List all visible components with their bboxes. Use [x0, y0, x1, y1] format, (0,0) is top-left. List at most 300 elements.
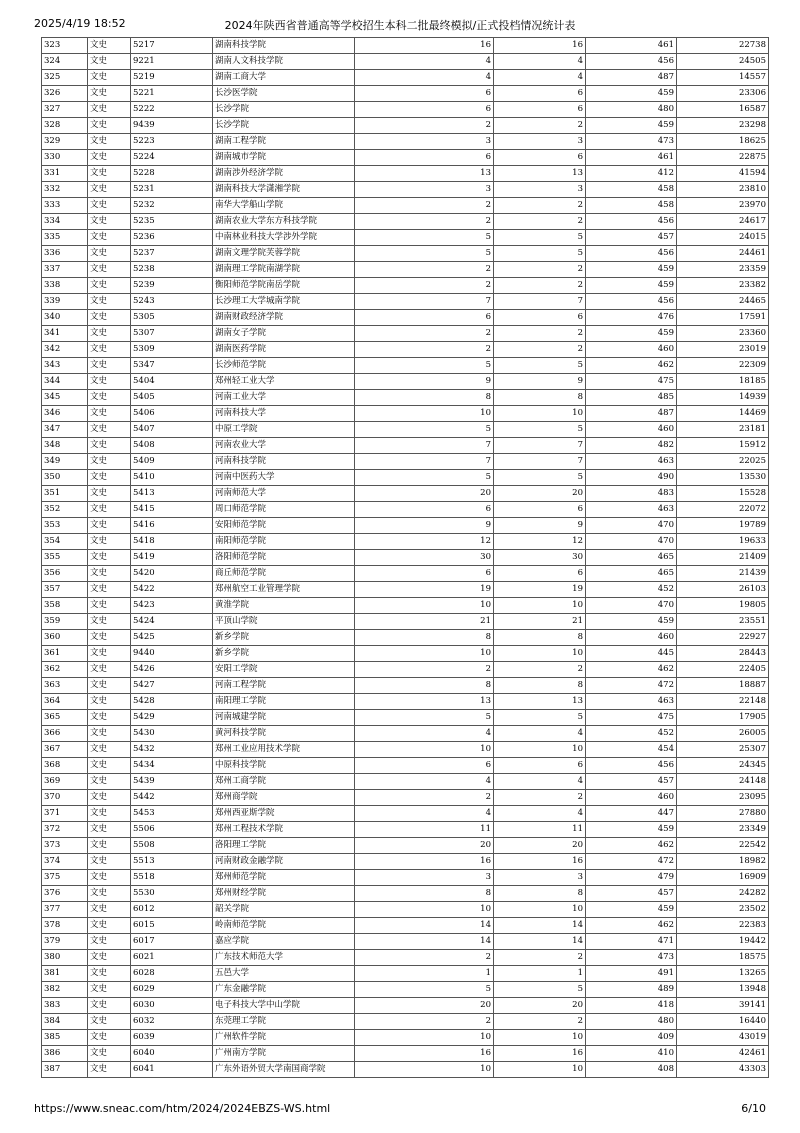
category-cell: 文史 [88, 726, 131, 742]
table-row [42, 150, 769, 166]
min-score-cell: 456 [586, 214, 677, 230]
min-rank-cell: 22875 [677, 150, 769, 166]
school-name-cell: 广州南方学院 [213, 1046, 355, 1062]
category-cell: 文史 [88, 1014, 131, 1030]
seq-cell: 348 [42, 438, 88, 454]
school-name-cell: 河南科技大学 [213, 406, 355, 422]
table-row [42, 182, 769, 198]
min-score-cell: 459 [586, 86, 677, 102]
school-name-cell: 河南城建学院 [213, 710, 355, 726]
min-rank-cell: 23181 [677, 422, 769, 438]
table-row [42, 870, 769, 886]
school-code-cell: 5418 [131, 534, 213, 550]
plan-count-cell: 7 [355, 454, 494, 470]
category-cell: 文史 [88, 134, 131, 150]
min-rank-cell: 14469 [677, 406, 769, 422]
plan-count-cell: 10 [355, 902, 494, 918]
school-code-cell: 6012 [131, 902, 213, 918]
admitted-count-cell: 8 [494, 390, 586, 406]
school-code-cell: 6015 [131, 918, 213, 934]
category-cell: 文史 [88, 246, 131, 262]
plan-count-cell: 1 [355, 966, 494, 982]
table-row [42, 406, 769, 422]
table-row [42, 742, 769, 758]
plan-count-cell: 5 [355, 358, 494, 374]
school-name-cell: 湖南科技大学潇湘学院 [213, 182, 355, 198]
admitted-count-cell: 6 [494, 566, 586, 582]
admitted-count-cell: 10 [494, 646, 586, 662]
school-name-cell: 湖南工程学院 [213, 134, 355, 150]
school-code-cell: 5232 [131, 198, 213, 214]
min-rank-cell: 26005 [677, 726, 769, 742]
min-rank-cell: 21409 [677, 550, 769, 566]
min-rank-cell: 18575 [677, 950, 769, 966]
admitted-count-cell: 5 [494, 422, 586, 438]
admitted-count-cell: 1 [494, 966, 586, 982]
admitted-count-cell: 20 [494, 998, 586, 1014]
plan-count-cell: 5 [355, 246, 494, 262]
category-cell: 文史 [88, 86, 131, 102]
admitted-count-cell: 11 [494, 822, 586, 838]
min-score-cell: 459 [586, 822, 677, 838]
min-rank-cell: 19633 [677, 534, 769, 550]
seq-cell: 373 [42, 838, 88, 854]
school-code-cell: 5427 [131, 678, 213, 694]
admitted-count-cell: 2 [494, 662, 586, 678]
school-code-cell: 5453 [131, 806, 213, 822]
school-code-cell: 5405 [131, 390, 213, 406]
plan-count-cell: 2 [355, 342, 494, 358]
table-row [42, 566, 769, 582]
school-name-cell: 湖南文理学院芙蓉学院 [213, 246, 355, 262]
school-code-cell: 5224 [131, 150, 213, 166]
school-name-cell: 长沙医学院 [213, 86, 355, 102]
category-cell: 文史 [88, 630, 131, 646]
plan-count-cell: 2 [355, 198, 494, 214]
plan-count-cell: 30 [355, 550, 494, 566]
school-code-cell: 5429 [131, 710, 213, 726]
plan-count-cell: 8 [355, 678, 494, 694]
min-rank-cell: 24617 [677, 214, 769, 230]
school-name-cell: 郑州航空工业管理学院 [213, 582, 355, 598]
category-cell: 文史 [88, 678, 131, 694]
min-rank-cell: 18185 [677, 374, 769, 390]
school-name-cell: 长沙学院 [213, 118, 355, 134]
category-cell: 文史 [88, 566, 131, 582]
min-score-cell: 459 [586, 118, 677, 134]
category-cell: 文史 [88, 102, 131, 118]
seq-cell: 351 [42, 486, 88, 502]
school-name-cell: 电子科技大学中山学院 [213, 998, 355, 1014]
admitted-count-cell: 13 [494, 694, 586, 710]
seq-cell: 331 [42, 166, 88, 182]
admitted-count-cell: 7 [494, 294, 586, 310]
category-cell: 文史 [88, 390, 131, 406]
category-cell: 文史 [88, 710, 131, 726]
school-name-cell: 韶关学院 [213, 902, 355, 918]
min-score-cell: 470 [586, 518, 677, 534]
min-rank-cell: 18982 [677, 854, 769, 870]
category-cell: 文史 [88, 438, 131, 454]
seq-cell: 354 [42, 534, 88, 550]
school-code-cell: 5236 [131, 230, 213, 246]
school-code-cell: 6028 [131, 966, 213, 982]
table-row [42, 806, 769, 822]
school-code-cell: 5426 [131, 662, 213, 678]
min-score-cell: 459 [586, 902, 677, 918]
source-url[interactable]: https://www.sneac.com/htm/2024/2024EBZS-WS.html [34, 1102, 331, 1115]
seq-cell: 367 [42, 742, 88, 758]
min-rank-cell: 24345 [677, 758, 769, 774]
school-code-cell: 5219 [131, 70, 213, 86]
min-rank-cell: 24465 [677, 294, 769, 310]
plan-count-cell: 2 [355, 262, 494, 278]
school-name-cell: 安阳工学院 [213, 662, 355, 678]
page-title: 2024年陕西省普通高等学校招生本科二批最终模拟/正式投档情况统计表 [224, 19, 576, 32]
plan-count-cell: 2 [355, 214, 494, 230]
seq-cell: 333 [42, 198, 88, 214]
plan-count-cell: 10 [355, 742, 494, 758]
school-name-cell: 郑州工程技术学院 [213, 822, 355, 838]
table-row [42, 502, 769, 518]
school-name-cell: 河南中医药大学 [213, 470, 355, 486]
plan-count-cell: 6 [355, 102, 494, 118]
table-row [42, 614, 769, 630]
school-code-cell: 6030 [131, 998, 213, 1014]
category-cell: 文史 [88, 326, 131, 342]
seq-cell: 360 [42, 630, 88, 646]
seq-cell: 342 [42, 342, 88, 358]
table-row [42, 118, 769, 134]
school-code-cell: 5413 [131, 486, 213, 502]
plan-count-cell: 5 [355, 422, 494, 438]
school-code-cell: 5408 [131, 438, 213, 454]
seq-cell: 326 [42, 86, 88, 102]
table-row [42, 726, 769, 742]
admitted-count-cell: 4 [494, 726, 586, 742]
min-score-cell: 459 [586, 262, 677, 278]
school-code-cell: 6029 [131, 982, 213, 998]
school-code-cell: 5423 [131, 598, 213, 614]
admitted-count-cell: 5 [494, 230, 586, 246]
admitted-count-cell: 6 [494, 102, 586, 118]
school-code-cell: 5217 [131, 38, 213, 54]
page-header [0, 0, 800, 36]
school-name-cell: 新乡学院 [213, 646, 355, 662]
admitted-count-cell: 6 [494, 150, 586, 166]
school-code-cell: 5406 [131, 406, 213, 422]
admitted-count-cell: 16 [494, 1046, 586, 1062]
plan-count-cell: 8 [355, 886, 494, 902]
table-row [42, 710, 769, 726]
min-score-cell: 456 [586, 246, 677, 262]
min-score-cell: 483 [586, 486, 677, 502]
min-rank-cell: 21439 [677, 566, 769, 582]
table-row [42, 582, 769, 598]
school-name-cell: 洛阳师范学院 [213, 550, 355, 566]
school-code-cell: 5430 [131, 726, 213, 742]
admitted-count-cell: 6 [494, 502, 586, 518]
seq-cell: 344 [42, 374, 88, 390]
min-score-cell: 463 [586, 694, 677, 710]
min-rank-cell: 22738 [677, 38, 769, 54]
min-score-cell: 490 [586, 470, 677, 486]
school-code-cell: 5410 [131, 470, 213, 486]
school-code-cell: 5442 [131, 790, 213, 806]
category-cell: 文史 [88, 342, 131, 358]
min-rank-cell: 23019 [677, 342, 769, 358]
table-row [42, 54, 769, 70]
min-rank-cell: 16909 [677, 870, 769, 886]
school-name-cell: 嘉应学院 [213, 934, 355, 950]
min-score-cell: 460 [586, 342, 677, 358]
table-row [42, 214, 769, 230]
school-name-cell: 长沙学院 [213, 102, 355, 118]
seq-cell: 383 [42, 998, 88, 1014]
category-cell: 文史 [88, 982, 131, 998]
table-row [42, 822, 769, 838]
min-rank-cell: 24148 [677, 774, 769, 790]
seq-cell: 324 [42, 54, 88, 70]
plan-count-cell: 3 [355, 134, 494, 150]
min-score-cell: 476 [586, 310, 677, 326]
plan-count-cell: 4 [355, 774, 494, 790]
plan-count-cell: 3 [355, 182, 494, 198]
school-name-cell: 新乡学院 [213, 630, 355, 646]
table-row [42, 966, 769, 982]
table-row [42, 1030, 769, 1046]
min-rank-cell: 14557 [677, 70, 769, 86]
min-rank-cell: 39141 [677, 998, 769, 1014]
min-score-cell: 456 [586, 758, 677, 774]
min-score-cell: 457 [586, 774, 677, 790]
school-name-cell: 郑州财经学院 [213, 886, 355, 902]
category-cell: 文史 [88, 198, 131, 214]
table-row [42, 694, 769, 710]
category-cell: 文史 [88, 822, 131, 838]
min-rank-cell: 23298 [677, 118, 769, 134]
category-cell: 文史 [88, 278, 131, 294]
seq-cell: 343 [42, 358, 88, 374]
school-name-cell: 南华大学船山学院 [213, 198, 355, 214]
min-rank-cell: 14939 [677, 390, 769, 406]
plan-count-cell: 10 [355, 406, 494, 422]
min-score-cell: 470 [586, 534, 677, 550]
admitted-count-cell: 3 [494, 182, 586, 198]
category-cell: 文史 [88, 662, 131, 678]
school-name-cell: 湖南科技学院 [213, 38, 355, 54]
admitted-count-cell: 21 [494, 614, 586, 630]
plan-count-cell: 16 [355, 1046, 494, 1062]
table-row [42, 630, 769, 646]
category-cell: 文史 [88, 230, 131, 246]
plan-count-cell: 7 [355, 438, 494, 454]
school-name-cell: 中原科技学院 [213, 758, 355, 774]
school-name-cell: 南阳师范学院 [213, 534, 355, 550]
school-name-cell: 郑州工业应用技术学院 [213, 742, 355, 758]
min-rank-cell: 24461 [677, 246, 769, 262]
admitted-count-cell: 14 [494, 934, 586, 950]
plan-count-cell: 3 [355, 870, 494, 886]
school-name-cell: 中南林业科技大学涉外学院 [213, 230, 355, 246]
min-rank-cell: 17591 [677, 310, 769, 326]
category-cell: 文史 [88, 886, 131, 902]
category-cell: 文史 [88, 870, 131, 886]
min-rank-cell: 19789 [677, 518, 769, 534]
table-row [42, 1046, 769, 1062]
table-row [42, 454, 769, 470]
school-name-cell: 五邑大学 [213, 966, 355, 982]
min-score-cell: 458 [586, 198, 677, 214]
school-code-cell: 5428 [131, 694, 213, 710]
plan-count-cell: 2 [355, 118, 494, 134]
min-score-cell: 461 [586, 38, 677, 54]
plan-count-cell: 6 [355, 758, 494, 774]
category-cell: 文史 [88, 150, 131, 166]
school-code-cell: 5506 [131, 822, 213, 838]
school-code-cell: 5231 [131, 182, 213, 198]
min-rank-cell: 13948 [677, 982, 769, 998]
school-code-cell: 6017 [131, 934, 213, 950]
school-code-cell: 9440 [131, 646, 213, 662]
min-score-cell: 412 [586, 166, 677, 182]
school-name-cell: 湖南涉外经济学院 [213, 166, 355, 182]
min-score-cell: 456 [586, 294, 677, 310]
school-name-cell: 黄河科技学院 [213, 726, 355, 742]
min-rank-cell: 16440 [677, 1014, 769, 1030]
category-cell: 文史 [88, 934, 131, 950]
seq-cell: 376 [42, 886, 88, 902]
school-code-cell: 6021 [131, 950, 213, 966]
school-name-cell: 广州软件学院 [213, 1030, 355, 1046]
admission-table [41, 37, 769, 1078]
min-score-cell: 452 [586, 582, 677, 598]
plan-count-cell: 12 [355, 534, 494, 550]
admitted-count-cell: 10 [494, 1030, 586, 1046]
school-name-cell: 南阳理工学院 [213, 694, 355, 710]
seq-cell: 380 [42, 950, 88, 966]
min-rank-cell: 19442 [677, 934, 769, 950]
table-row [42, 934, 769, 950]
table-row [42, 886, 769, 902]
school-code-cell: 5415 [131, 502, 213, 518]
plan-count-cell: 19 [355, 582, 494, 598]
category-cell: 文史 [88, 70, 131, 86]
school-name-cell: 广东外语外贸大学南国商学院 [213, 1062, 355, 1078]
min-score-cell: 473 [586, 134, 677, 150]
admitted-count-cell: 5 [494, 982, 586, 998]
admitted-count-cell: 2 [494, 342, 586, 358]
min-score-cell: 459 [586, 278, 677, 294]
admitted-count-cell: 3 [494, 134, 586, 150]
admitted-count-cell: 20 [494, 486, 586, 502]
min-score-cell: 454 [586, 742, 677, 758]
seq-cell: 374 [42, 854, 88, 870]
min-rank-cell: 16587 [677, 102, 769, 118]
school-code-cell: 5409 [131, 454, 213, 470]
min-rank-cell: 24015 [677, 230, 769, 246]
min-score-cell: 462 [586, 662, 677, 678]
table-row [42, 854, 769, 870]
plan-count-cell: 6 [355, 150, 494, 166]
admitted-count-cell: 10 [494, 742, 586, 758]
seq-cell: 387 [42, 1062, 88, 1078]
min-score-cell: 460 [586, 790, 677, 806]
school-code-cell: 5518 [131, 870, 213, 886]
seq-cell: 355 [42, 550, 88, 566]
plan-count-cell: 5 [355, 710, 494, 726]
seq-cell: 369 [42, 774, 88, 790]
table-row [42, 486, 769, 502]
category-cell: 文史 [88, 966, 131, 982]
table-row [42, 166, 769, 182]
admitted-count-cell: 7 [494, 454, 586, 470]
category-cell: 文史 [88, 806, 131, 822]
seq-cell: 346 [42, 406, 88, 422]
table-row [42, 950, 769, 966]
seq-cell: 329 [42, 134, 88, 150]
min-score-cell: 473 [586, 950, 677, 966]
school-code-cell: 5228 [131, 166, 213, 182]
admitted-count-cell: 2 [494, 278, 586, 294]
min-rank-cell: 25307 [677, 742, 769, 758]
table-row [42, 1062, 769, 1078]
seq-cell: 364 [42, 694, 88, 710]
seq-cell: 361 [42, 646, 88, 662]
page-number: 6/10 [741, 1102, 766, 1115]
seq-cell: 375 [42, 870, 88, 886]
table-row [42, 774, 769, 790]
category-cell: 文史 [88, 534, 131, 550]
plan-count-cell: 9 [355, 518, 494, 534]
category-cell: 文史 [88, 550, 131, 566]
admitted-count-cell: 13 [494, 166, 586, 182]
school-code-cell: 5425 [131, 630, 213, 646]
admitted-count-cell: 4 [494, 70, 586, 86]
min-rank-cell: 23382 [677, 278, 769, 294]
school-name-cell: 平顶山学院 [213, 614, 355, 630]
school-name-cell: 长沙师范学院 [213, 358, 355, 374]
page-footer [0, 1098, 800, 1133]
min-score-cell: 480 [586, 102, 677, 118]
min-score-cell: 465 [586, 566, 677, 582]
admitted-count-cell: 10 [494, 1062, 586, 1078]
min-rank-cell: 23502 [677, 902, 769, 918]
plan-count-cell: 5 [355, 230, 494, 246]
seq-cell: 384 [42, 1014, 88, 1030]
table-row [42, 518, 769, 534]
school-name-cell: 河南科技学院 [213, 454, 355, 470]
min-score-cell: 482 [586, 438, 677, 454]
plan-count-cell: 2 [355, 278, 494, 294]
plan-count-cell: 10 [355, 646, 494, 662]
category-cell: 文史 [88, 902, 131, 918]
min-score-cell: 462 [586, 918, 677, 934]
category-cell: 文史 [88, 646, 131, 662]
category-cell: 文史 [88, 486, 131, 502]
seq-cell: 357 [42, 582, 88, 598]
min-rank-cell: 22405 [677, 662, 769, 678]
category-cell: 文史 [88, 118, 131, 134]
school-name-cell: 郑州工商学院 [213, 774, 355, 790]
seq-cell: 347 [42, 422, 88, 438]
school-code-cell: 5513 [131, 854, 213, 870]
school-name-cell: 湖南农业大学东方科技学院 [213, 214, 355, 230]
plan-count-cell: 7 [355, 294, 494, 310]
min-rank-cell: 24282 [677, 886, 769, 902]
seq-cell: 382 [42, 982, 88, 998]
min-score-cell: 472 [586, 678, 677, 694]
